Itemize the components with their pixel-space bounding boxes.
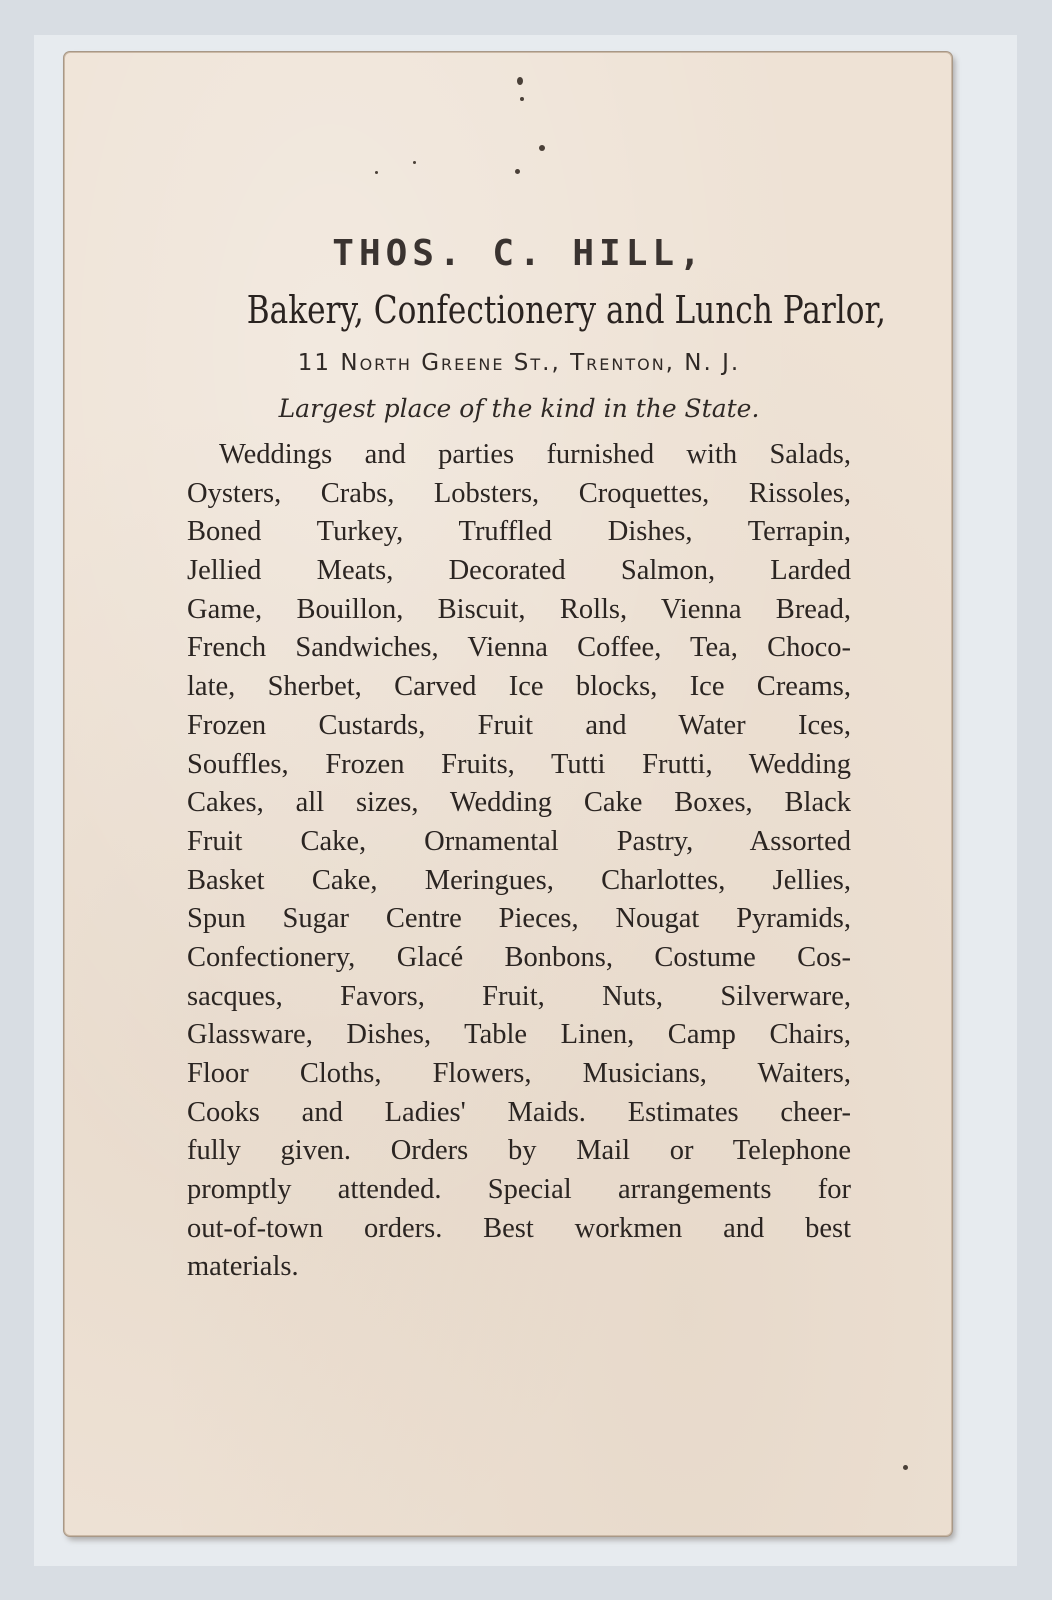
- paper-speck: [520, 97, 524, 101]
- business-name: THOS. C. HILL,: [332, 233, 706, 274]
- text-line: French Sandwiches, Vienna Coffee, Tea, Choco-: [187, 632, 851, 664]
- text-line: out-of-town orders. Best workmen and best: [187, 1212, 851, 1244]
- paper-speck: [903, 1465, 908, 1470]
- text-line: Frozen Custards, Fruit and Water Ices,: [187, 709, 851, 741]
- text-line: Basket Cake, Meringues, Charlottes, Jellies,: [187, 864, 851, 896]
- text-line: Weddings and parties furnished with Salads,: [219, 439, 851, 470]
- trade-card: [64, 52, 952, 1536]
- text-line: Glassware, Dishes, Table Linen, Camp Chairs,: [187, 1019, 851, 1051]
- text-line: Boned Turkey, Truffled Dishes, Terrapin,: [187, 516, 851, 548]
- services-text: [187, 436, 851, 1287]
- text-line: Game, Bouillon, Biscuit, Rolls, Vienna Bread,: [187, 593, 851, 625]
- text-line: Oysters, Crabs, Lobsters, Croquettes, Rissoles,: [187, 477, 851, 509]
- business-type: Bakery, Confectionery and Lunch Parlor,: [246, 288, 886, 332]
- text-line: promptly attended. Special arrangements for: [187, 1174, 851, 1206]
- tagline: Largest place of the kind in the State.: [278, 394, 760, 423]
- text-line: Cooks and Ladies' Maids. Estimates cheer-: [187, 1096, 851, 1128]
- text-line: sacques, Favors, Fruit, Nuts, Silverware,: [187, 980, 851, 1012]
- paper-speck: [375, 171, 378, 174]
- text-line: materials.: [187, 1251, 299, 1283]
- text-line: fully given. Orders by Mail or Telephone: [187, 1135, 851, 1167]
- text-line: Fruit Cake, Ornamental Pastry, Assorted: [187, 825, 851, 857]
- paper-speck: [413, 161, 416, 164]
- text-line: late, Sherbet, Carved Ice blocks, Ice Creams,: [187, 671, 851, 703]
- paper-speck: [539, 145, 545, 151]
- text-line: Cakes, all sizes, Wedding Cake Boxes, Black: [187, 787, 851, 819]
- text-line: Spun Sugar Centre Pieces, Nougat Pyramids,: [187, 903, 851, 935]
- text-line: Confectionery, Glacé Bonbons, Costume Cos-: [187, 941, 851, 973]
- text-line: Floor Cloths, Flowers, Musicians, Waiters,: [187, 1058, 851, 1089]
- paper-speck: [517, 77, 523, 85]
- business-address: 11 North Greene St., Trenton, N. J.: [297, 350, 741, 376]
- text-line: Souffles, Frozen Fruits, Tutti Frutti, Wedding: [187, 748, 851, 780]
- paper-speck: [515, 169, 520, 174]
- card-content: [187, 228, 886, 1287]
- text-line: Jellied Meats, Decorated Salmon, Larded: [187, 555, 851, 587]
